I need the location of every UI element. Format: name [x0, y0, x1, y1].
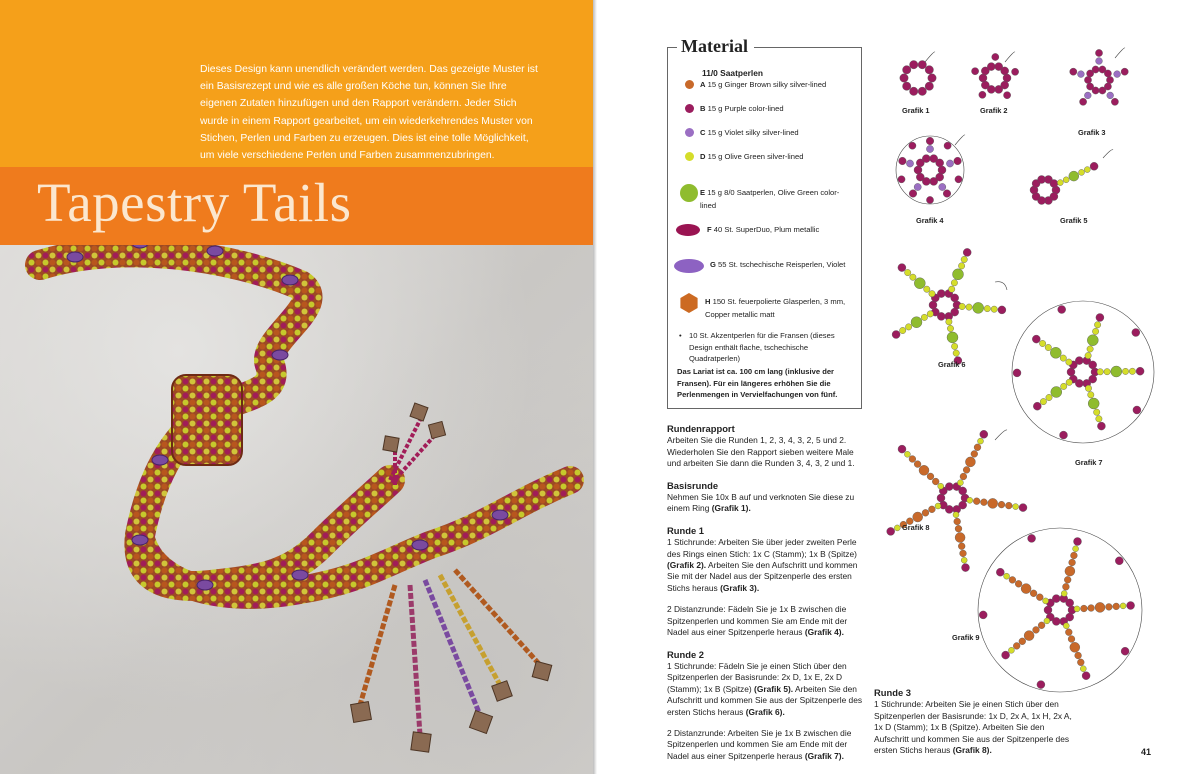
arm-bead: [1033, 627, 1040, 634]
arm-bead: [1002, 651, 1010, 659]
intro-text: Dieses Design kann unendlich verändert werden. Das gezeigte Muster ist ein Basisrezept und wie es alle großen Köche tun, können Sie Ihre eigenen Zutaten hinzufügen und den Rapport verändern. Jeder Stich wurde in einem Rapport gearbeitet, um ein wiederkehrendes Muster von Stichen, Perlen und Farben zu erzeugen. Dies ist eine tolle Möglichkeit, um viele verschiedene Perlen und Farben zusammenzubringen.: [200, 64, 538, 162]
arm-bead: [991, 306, 997, 312]
caption-grafik-6: Grafik 6: [938, 360, 966, 369]
arm-bead: [1095, 602, 1105, 612]
section-text: 1 Stichrunde: Arbeiten Sie je einen Stich über den Spitzenperlen der Basisrunde: 1x D, 2x A, 1x H, 2x A, 1x D (Stamm); 1x B (Spitze). Arbeiten Sie den Aufschritt und kommen Sie aus der Spitzenperle des ersten Stichs heraus (Grafik 8).: [874, 699, 1072, 756]
bead: [954, 157, 962, 165]
arm-bead: [1050, 347, 1061, 358]
arm-bead: [1084, 167, 1090, 173]
caption-grafik-5: Grafik 5: [1060, 216, 1088, 225]
arm-bead: [1088, 398, 1099, 409]
bead: [1003, 74, 1011, 82]
bead: [1075, 357, 1083, 365]
arm-bead: [962, 564, 970, 572]
arm-bead: [1097, 422, 1105, 430]
thread-arrow: [955, 135, 965, 145]
arm-bead: [1085, 385, 1091, 391]
bead: [909, 190, 917, 198]
arm-bead: [929, 291, 935, 297]
bead: [972, 68, 979, 75]
bead: [1115, 557, 1123, 565]
arm-bead: [1074, 606, 1080, 612]
arm-bead: [1032, 335, 1040, 343]
bead: [937, 494, 945, 502]
arm-bead: [947, 332, 958, 343]
arm-bead: [954, 518, 961, 525]
bead: [951, 294, 959, 302]
arm-bead: [1005, 502, 1012, 509]
arm-bead: [988, 498, 998, 508]
arm-bead: [887, 527, 895, 535]
arm-bead: [1039, 340, 1045, 346]
thread-arrow: [925, 52, 935, 62]
arm-bead: [1063, 623, 1069, 629]
lariat-photo: [0, 245, 595, 774]
bead: [995, 85, 1003, 93]
bead: [937, 290, 945, 298]
right-page: [595, 0, 1188, 774]
material-item-c: C 15 g Violet silky silver-lined: [700, 128, 799, 137]
arm-bead: [1097, 369, 1103, 375]
arm-bead: [938, 483, 944, 489]
arm-bead: [1090, 162, 1098, 170]
arm-bead: [1015, 580, 1022, 587]
bead: [1050, 180, 1058, 188]
bead: [930, 177, 938, 185]
arm-bead: [1065, 566, 1075, 576]
bead: [928, 74, 936, 82]
arm-bead: [998, 501, 1005, 508]
arm-bead: [955, 533, 965, 543]
arm-bead: [958, 543, 965, 550]
arm-bead: [919, 465, 929, 475]
arm-bead: [978, 438, 984, 444]
arm-bead: [1073, 546, 1079, 552]
arm-bead: [984, 305, 990, 311]
bead: [922, 155, 930, 163]
arm-bead: [1064, 576, 1071, 583]
arm-bead: [973, 498, 980, 505]
bead: [1070, 68, 1077, 75]
accent-beads-note: • 10 St. Akzentperlen für die Fransen (dieses Design enthält flache, tschechische Quadratperlen): [689, 330, 857, 365]
arm-bead: [980, 430, 988, 438]
arm-bead: [1074, 538, 1082, 546]
arm-bead: [998, 306, 1006, 314]
arm-bead: [932, 478, 939, 485]
bead: [1060, 431, 1068, 439]
arm-bead: [949, 286, 955, 292]
page-number: 41: [1141, 747, 1152, 757]
material-item-a: A 15 g Ginger Brown silky silver-lined: [700, 80, 827, 89]
arm-bead: [1004, 573, 1010, 579]
arm-bead: [1070, 642, 1080, 652]
section-text: 2 Distanzrunde: Fädeln Sie je 1x B zwischen die Spitzenperlen und kommen Sie am Ende mit der Nadel aus einer Spitzenperle heraus (Grafik 4).: [667, 604, 848, 638]
arm-bead: [1066, 379, 1072, 385]
arm-bead: [1021, 584, 1031, 594]
bead: [943, 190, 951, 198]
bead: [1114, 71, 1121, 78]
bead: [1028, 534, 1036, 542]
bead: [1092, 66, 1099, 73]
arm-bead: [957, 480, 963, 486]
bead: [987, 63, 995, 71]
arm-bead: [1092, 328, 1098, 334]
bead: [1111, 98, 1118, 105]
bead: [903, 82, 911, 90]
arm-bead: [1085, 352, 1091, 358]
bead: [1121, 68, 1128, 75]
bead: [979, 74, 987, 82]
arm-bead: [1113, 603, 1120, 610]
arm-bead: [961, 557, 967, 563]
arm-bead: [1094, 322, 1100, 328]
bead: [979, 611, 987, 619]
arm-bead: [963, 467, 970, 474]
bead: [925, 82, 933, 90]
bead: [900, 74, 908, 82]
arm-bead: [1071, 552, 1078, 559]
material-item-e: E 15 g 8/0 Saatperlen, Olive Green color-lined: [700, 188, 840, 210]
bead: [936, 159, 944, 167]
page-title: Tapestry Tails: [37, 172, 352, 233]
arm-bead: [921, 314, 927, 320]
bead: [1089, 361, 1097, 369]
section-heading: Runde 2: [667, 648, 704, 660]
arm-bead: [1009, 577, 1016, 584]
bead: [1121, 647, 1129, 655]
arm-bead: [1046, 394, 1052, 400]
arm-bead: [1077, 659, 1084, 666]
arm-bead: [973, 302, 984, 313]
arm-bead: [965, 457, 975, 467]
bead: [1080, 98, 1087, 105]
bead: [1052, 595, 1060, 603]
arm-bead: [1060, 355, 1066, 361]
arm-bead: [1008, 647, 1014, 653]
bead: [1066, 599, 1074, 607]
caption-grafik-9: Grafik 9: [952, 633, 980, 642]
bead: [955, 176, 962, 183]
bead: [1084, 92, 1091, 99]
bead: [944, 142, 951, 149]
bead: [945, 483, 953, 491]
arm-bead: [1019, 638, 1026, 645]
bead: [929, 301, 937, 309]
arm-bead: [1024, 631, 1034, 641]
section-text: 1 Stichrunde: Arbeiten Sie über jeder zweiten Perle des Rings einen Stich: 1x C (Stamm); 1x B (Spitze) (Grafik 2). Arbeiten Sie den Aufschritt und kommen Sie mit der Nadel aus der Spitzenperle des ersten Stichs heraus (Grafik 3).: [667, 537, 858, 593]
bead: [946, 160, 953, 167]
arm-bead: [909, 456, 916, 463]
arm-bead: [946, 319, 952, 325]
bead: [1058, 306, 1066, 314]
thread-arrow: [1115, 48, 1125, 58]
bead: [926, 196, 933, 203]
arm-bead: [1051, 387, 1062, 398]
arm-bead: [905, 269, 911, 275]
bead: [903, 66, 911, 74]
arm-bead: [1068, 636, 1075, 643]
arm-bead: [1030, 590, 1037, 597]
bead: [918, 87, 926, 95]
arm-bead: [947, 325, 953, 331]
arm-bead: [1069, 559, 1076, 566]
thread-arrow: [1005, 52, 1015, 62]
bead: [898, 176, 905, 183]
arm-bead: [1045, 344, 1051, 350]
bead: [1096, 58, 1103, 65]
arm-bead: [904, 451, 910, 457]
arm-bead: [963, 248, 971, 256]
bead: [1133, 406, 1141, 414]
bead: [959, 487, 967, 495]
bead: [1084, 76, 1091, 83]
material-item-b: B 15 g Purple color-lined: [700, 104, 784, 113]
arm-bead: [927, 311, 933, 317]
arm-bead: [1081, 605, 1088, 612]
arm-bead: [1096, 416, 1102, 422]
arm-bead: [929, 506, 936, 513]
material-item-d: D 15 g Olive Green silver-lined: [700, 152, 804, 161]
arm-bead: [914, 278, 925, 289]
caption-grafik-8: Grafik 8: [902, 523, 930, 532]
bead: [914, 183, 921, 190]
caption-grafik-7: Grafik 7: [1075, 458, 1103, 467]
arm-bead: [996, 568, 1004, 576]
arm-bead: [910, 274, 916, 280]
arm-bead: [971, 451, 978, 458]
arm-bead: [922, 509, 929, 516]
section-text: 1 Stichrunde: Fädeln Sie je einen Stich über den Spitzenperlen der Basisrunde: 2x D, 1x E, 2x D (Stamm); 1x B (Spitze) (Grafik 5). Arbeiten Sie den Aufschritt und kommen Sie aus der Spitzenperle des ersten Stichs heraus (Grafik 6).: [667, 660, 863, 717]
bead: [1004, 92, 1011, 99]
bead: [1106, 76, 1113, 83]
arm-bead: [1013, 504, 1019, 510]
arm-bead: [1088, 605, 1095, 612]
bead: [1099, 87, 1106, 94]
bead: [925, 66, 933, 74]
arm-bead: [960, 550, 967, 557]
arm-bead: [1087, 335, 1098, 346]
bead: [914, 166, 922, 174]
lariat-illustration: [0, 245, 595, 774]
bead: [926, 145, 933, 152]
arm-bead: [1129, 368, 1135, 374]
arm-bead: [1019, 504, 1027, 512]
arm-bead: [1120, 603, 1126, 609]
bead: [906, 160, 913, 167]
section-heading: Basisrunde: [667, 479, 719, 491]
section-text: Nehmen Sie 10x B auf und verknoten Sie diese zu einem Ring (Grafik 1).: [667, 492, 855, 514]
arm-bead: [1104, 369, 1110, 375]
bead: [926, 137, 934, 145]
bead: [1013, 369, 1021, 377]
arm-bead: [1036, 594, 1043, 601]
arm-bead: [953, 350, 959, 356]
arm-bead: [1040, 398, 1046, 404]
bead: [981, 81, 989, 89]
material-item-h: H 150 St. feuerpolierte Glasperlen, 3 mm, Copper metallic matt: [705, 297, 846, 319]
arm-bead: [892, 331, 900, 339]
arm-bead: [1061, 383, 1067, 389]
arm-bead: [1065, 629, 1072, 636]
arm-bead: [1106, 604, 1113, 611]
arm-bead: [1075, 652, 1082, 659]
thread-arrow: [995, 430, 1007, 440]
thread-arrow: [995, 282, 1007, 290]
section-heading: Rundenrapport: [667, 423, 735, 434]
arm-bead: [1087, 346, 1093, 352]
thread-arrow: [1103, 150, 1113, 158]
arm-bead: [1069, 171, 1079, 181]
arm-bead: [1127, 602, 1135, 610]
bead: [939, 183, 946, 190]
section-text: Arbeiten Sie die Runden 1, 2, 3, 4, 3, 2, 5 und 2. Wiederholen Sie den Rapport sieben weitere Male und arbeiten Sie dann die Runden 3, 4, 3, 2 und 1.: [667, 435, 855, 469]
bead: [909, 142, 916, 149]
arm-bead: [1079, 169, 1085, 175]
bead: [1044, 606, 1052, 614]
arm-bead: [951, 343, 957, 349]
caption-grafik-3: Grafik 3: [1078, 128, 1106, 137]
arm-bead: [1094, 409, 1100, 415]
caption-grafik-2: Grafik 2: [980, 106, 1008, 115]
arm-bead: [914, 461, 921, 468]
beading-diagrams: [595, 0, 1188, 774]
caption-grafik-4: Grafik 4: [916, 216, 944, 225]
arm-bead: [1136, 367, 1144, 375]
bead: [910, 60, 918, 68]
arm-bead: [900, 327, 906, 333]
bead: [979, 91, 986, 98]
arm-bead: [1033, 402, 1041, 410]
arm-bead: [961, 256, 967, 262]
arm-bead: [960, 473, 967, 480]
bead: [1067, 368, 1075, 376]
arm-bead: [1013, 643, 1020, 650]
bead: [899, 157, 907, 165]
bead: [1104, 70, 1111, 77]
arm-bead: [953, 512, 959, 518]
arm-bead: [1080, 666, 1086, 672]
section-text: 2 Distanzrunde: Arbeiten Sie je 1x B zwischen die Spitzenperlen und kommen Sie am Ende mit der Nadel aus einer Spitzenperle heraus (Grafik 7).: [667, 727, 852, 761]
arm-bead: [924, 286, 930, 292]
material-subheading: 11/0 Saatperlen: [702, 68, 763, 78]
arm-bead: [1038, 622, 1045, 629]
arm-bead: [1122, 368, 1128, 374]
section-heading: Runde 3: [874, 687, 911, 698]
arm-bead: [935, 503, 941, 509]
material-heading: Material: [677, 36, 754, 57]
arm-bead: [953, 269, 964, 280]
arm-bead: [898, 445, 906, 453]
arm-bead: [951, 280, 957, 286]
arm-bead: [927, 473, 934, 480]
bead: [1095, 49, 1102, 56]
bead: [1078, 71, 1085, 78]
arm-bead: [1044, 618, 1050, 624]
bead: [910, 87, 918, 95]
arm-bead: [1063, 583, 1070, 590]
bead: [1107, 92, 1114, 99]
arm-bead: [1057, 180, 1063, 186]
arm-bead: [967, 497, 973, 503]
bead: [1087, 83, 1094, 90]
arm-bead: [1111, 366, 1122, 377]
arm-bead: [966, 304, 972, 310]
caption-grafik-1: Grafik 1: [902, 106, 930, 115]
arm-bead: [1096, 314, 1104, 322]
bead: [938, 166, 946, 174]
arm-bead: [1043, 598, 1049, 604]
material-item-g: G 55 St. tschechische Reisperlen, Violet: [710, 260, 846, 269]
arm-bead: [905, 324, 911, 330]
arm-bead: [1066, 359, 1072, 365]
arm-bead: [1082, 672, 1090, 680]
arm-bead: [1061, 591, 1067, 597]
material-item-f: F 40 St. SuperDuo, Plum metallic: [707, 225, 820, 234]
arm-bead: [958, 263, 964, 269]
bead: [992, 53, 999, 60]
arm-bead: [898, 264, 906, 272]
arm-bead: [913, 512, 923, 522]
length-note: Das Lariat ist ca. 100 cm lang (inklusive der Fransen). Für ein längeres erhöhen Sie die Perlenmengen in Vervielfachungen von fünf.: [677, 367, 838, 399]
arm-bead: [959, 303, 965, 309]
arm-bead: [974, 444, 981, 451]
arm-bead: [894, 525, 900, 531]
arm-bead: [1088, 392, 1094, 398]
bead: [1012, 68, 1019, 75]
section-heading: Runde 1: [667, 524, 704, 536]
bead: [1132, 329, 1140, 337]
arm-bead: [955, 525, 962, 532]
arm-bead: [1063, 177, 1069, 183]
bead: [1037, 681, 1045, 689]
bead: [916, 173, 924, 181]
bead: [1001, 67, 1009, 75]
arm-bead: [911, 317, 922, 328]
arm-bead: [981, 499, 988, 506]
thread-circle: [978, 528, 1142, 692]
